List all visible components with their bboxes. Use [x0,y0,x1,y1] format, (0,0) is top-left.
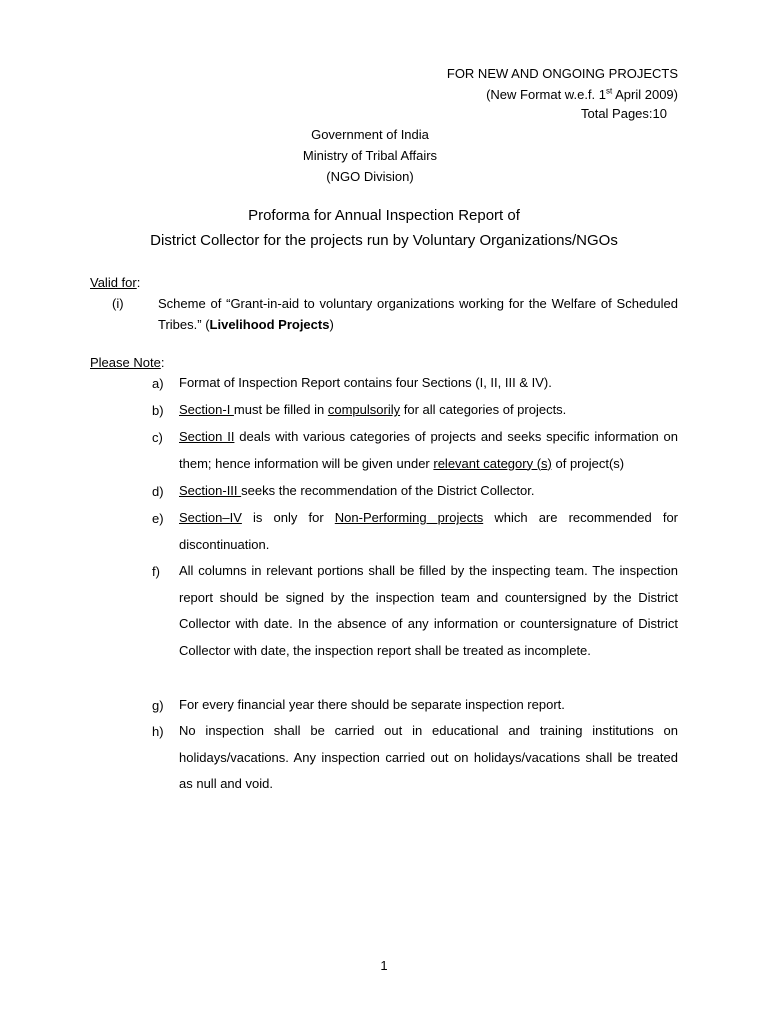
note-item-e [152,505,678,558]
org-division: (NGO Division) [326,169,414,184]
please-note-heading: Please Note: [90,355,165,370]
note-label: e) [152,511,164,526]
header-line-format-date: (New Format w.e.f. 1st April 2009) [486,86,678,102]
note-item-d [152,478,678,505]
valid-for-item-text: Scheme of “Grant-in-aid to voluntary organizations working for the Welfare of Scheduled Tribes.” (Livelihood Projects) [158,296,678,332]
note-text: Section II deals with various categories of projects and seeks specific information on them; hence information will be given under relevant category (s) of project(s) [179,429,678,471]
note-item-b [152,397,678,424]
note-item-f [152,558,678,664]
note-label: d) [152,484,164,499]
header-line-total-pages: Total Pages:10 [580,106,667,121]
note-text: For every financial year there should be separate inspection report. [179,697,565,712]
org-ministry: Ministry of Tribal Affairs [302,148,438,163]
note-item-a [152,370,678,397]
note-item-g [152,692,678,719]
note-label: h) [152,724,164,739]
doc-title-line2: District Collector for the projects run by Voluntary Organizations/NGOs [150,232,618,249]
note-label: g) [152,698,164,713]
note-text: No inspection shall be carried out in educational and training institutions on holidays/vacations. Any inspection carried out on holidays/vacations shall be treated as null and void. [179,723,678,791]
note-item-h [152,718,678,798]
note-text: Format of Inspection Report contains four Sections (I, II, III & IV). [179,375,552,390]
note-text: All columns in relevant portions shall be filled by the inspecting team. The inspection report should be signed by the inspection team and countersigned by the District Collector with date. In the absence of any information or countersignature of District Collector with date, the inspection report shall be treated as incomplete. [179,563,678,658]
note-text: Section–IV is only for Non-Performing projects which are recommended for discontinuation. [179,510,678,552]
page-number: 1 [380,958,388,973]
note-label: c) [152,430,163,445]
note-text: Section-III seeks the recommendation of the District Collector. [179,483,535,498]
valid-for-item-label: (i) [112,296,124,311]
note-label: b) [152,403,164,418]
valid-for-heading: Valid for: [90,275,141,290]
org-government: Government of India [311,127,429,142]
note-label: f) [152,564,160,579]
header-line-project-type: FOR NEW AND ONGOING PROJECTS [446,66,678,81]
note-item-c [152,424,678,477]
note-label: a) [152,376,164,391]
doc-title-line1: Proforma for Annual Inspection Report of [248,207,520,224]
note-text: Section-I must be filled in compulsorily for all categories of projects. [179,402,567,417]
